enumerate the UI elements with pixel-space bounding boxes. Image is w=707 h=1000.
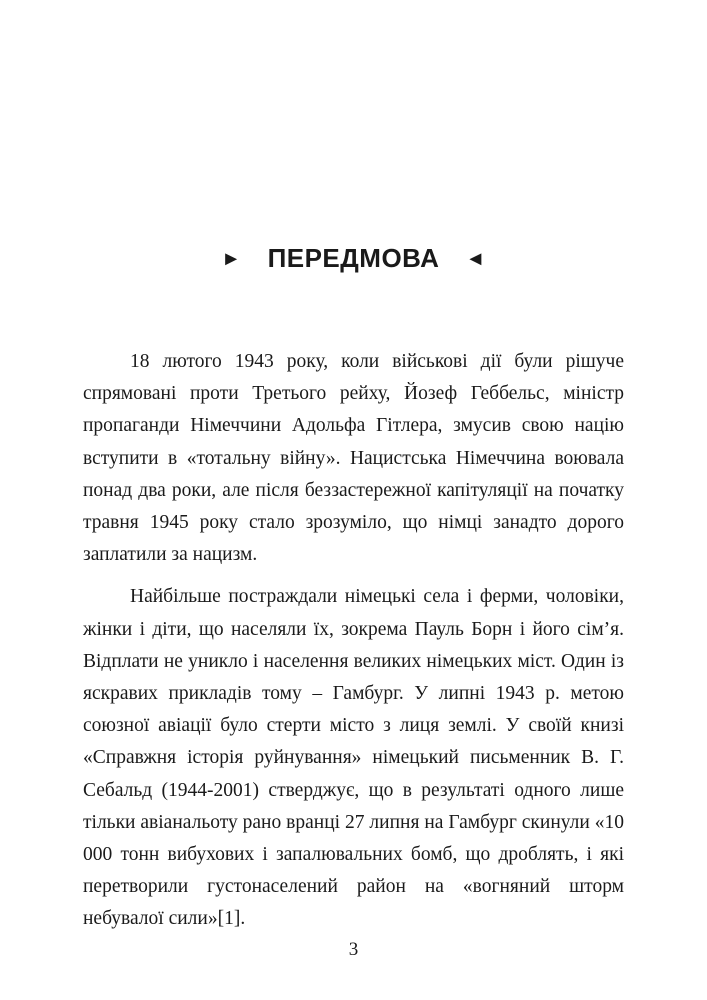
- left-pointing-triangle-icon: ◄: [465, 248, 486, 270]
- chapter-heading: [0, 238, 707, 279]
- chapter-title: ПЕРЕДМОВА: [267, 243, 440, 273]
- right-pointing-triangle-icon: ►: [221, 248, 242, 270]
- preface-body: [83, 346, 624, 936]
- page-number: 3: [348, 939, 359, 960]
- paragraph-2: Найбільше постраждали німецькі села і ферми, чоловіки, жінки і діти, що населяли їх, зокрема Пауль Борн і його сім’я. Відплати не уникло і населення великих німецьких міст. Один із яскравих прикладів тому – Гамбург. У липні 1943 р. метою союзної авіації було стерти місто з лиця землі. У своїй книзі «Справжня історія руйнування» німецький письменник В. Г. Себальд (1944-2001) стверджує, що в результаті одного лише тільки авіанальоту рано вранці 27 липня на Гамбург скинули «10 000 тонн вибухових і запалювальних бомб, що дроблять, і які перетворили густонаселений район на «вогняний шторм небувалої сили»[1].: [83, 586, 624, 930]
- paragraph-1: 18 лютого 1943 року, коли військові дії були рішуче спрямовані проти Третього рейху, Йозеф Геббельс, міністр пропаганди Німеччини Адольфа Гітлера, змусив свою націю вступити в «тотальну війну». Нацистська Німеччина воювала понад два роки, але після беззастережної капітуляції на початку травня 1945 року стало зрозуміло, що німці занадто дорого заплатили за нацизм.: [83, 351, 624, 566]
